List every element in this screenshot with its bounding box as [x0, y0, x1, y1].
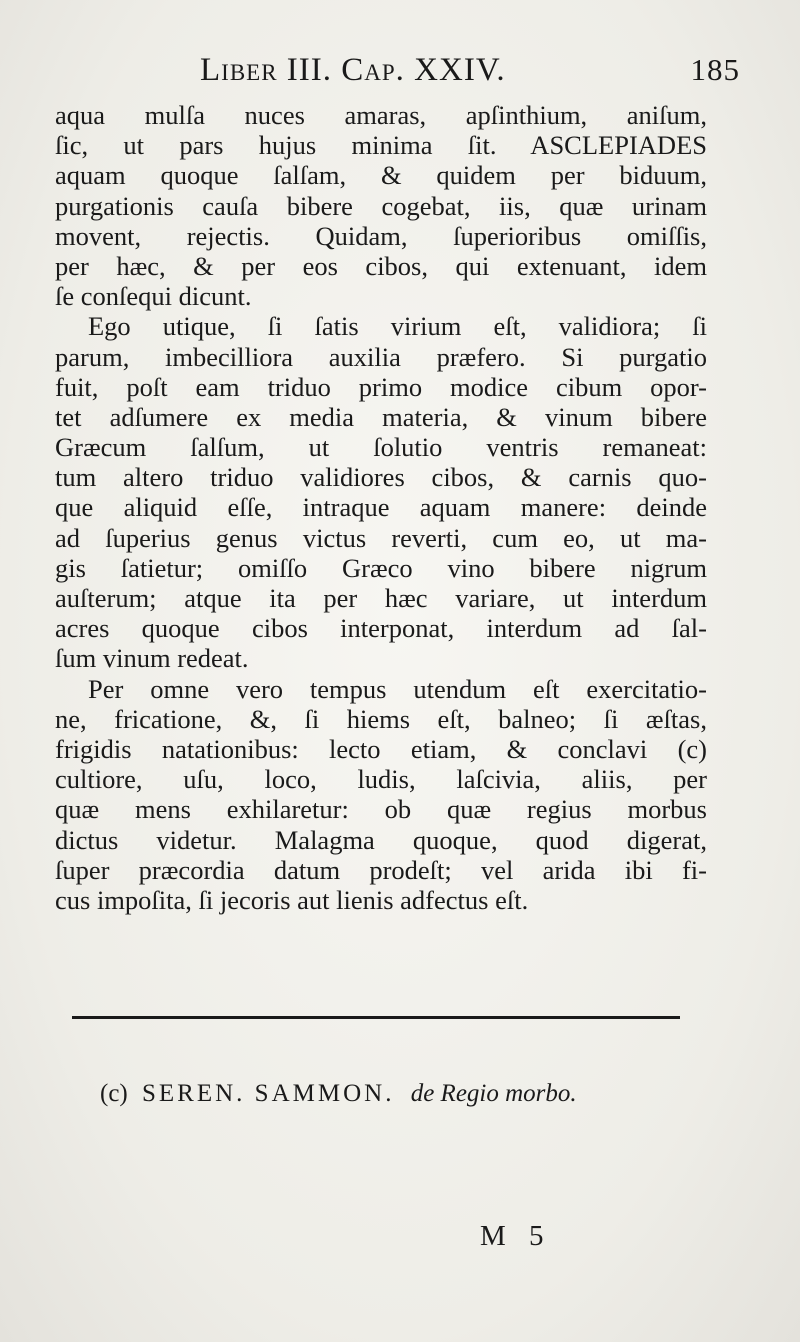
- text-line: que aliquid eſſe, intraque aquam manere: deinde: [55, 492, 707, 523]
- body-text: [55, 100, 707, 915]
- text-line: ſic, ut pars hujus minima ſit. ASCLEPIADES: [55, 130, 707, 161]
- text-line: movent, rejectis. Quidam, ſuperioribus omiſſis,: [55, 220, 707, 251]
- text-line: purgationis cauſa bibere cogebat, iis, quæ urinam: [55, 190, 707, 221]
- text-line: quæ mens exhilaretur: ob quæ regius morbus: [55, 794, 707, 825]
- text-line: Græcum ſalſum, ut ſolutio ventris remaneat:: [55, 432, 707, 463]
- text-line: frigidis natationibus: lecto etiam, & conclavi (c): [55, 733, 707, 764]
- footnote-author: SEREN. SAMMON.: [142, 1080, 395, 1107]
- text-line: dictus videtur. Malagma quoque, quod digerat,: [55, 824, 707, 855]
- text-line: ſuper præcordia datum prodeſt; vel arida ibi fi-: [55, 854, 707, 885]
- text-line: Per omne vero tempus utendum eſt exercitatio-: [88, 673, 707, 704]
- footnote-mark: (c): [100, 1080, 128, 1107]
- text-line: cus impoſita, ſi jecoris aut lienis adfectus eſt.: [55, 884, 529, 915]
- text-line: fuit, poſt eam triduo primo modice cibum opor-: [55, 371, 707, 402]
- page-number: 185: [690, 52, 740, 87]
- text-line: auſterum; atque ita per hæc variare, ut interdum: [55, 583, 707, 613]
- text-line: ſe conſequi dicunt.: [55, 281, 252, 312]
- text-line: Ego utique, ſi ſatis virium eſt, validiora; ſi: [88, 311, 707, 342]
- text-line: ne, fricatione, &, ſi hiems eſt, balneo; ſi æſtas,: [55, 703, 707, 734]
- text-line: aquam quoque ſalſam, & quidem per biduum,: [55, 160, 707, 191]
- text-line: parum, imbecilliora auxilia præfero. Si purgatio: [55, 341, 707, 372]
- text-line: per hæc, & per eos cibos, qui extenuant, idem: [55, 250, 707, 281]
- footnote-divider: [72, 1016, 680, 1019]
- signature-mark: M 5: [480, 1220, 552, 1252]
- text-line: aqua mulſa nuces amaras, apſinthium, aniſum,: [55, 100, 707, 130]
- footnote-title: de Regio morbo.: [410, 1080, 577, 1107]
- footnote: [100, 1078, 720, 1110]
- text-line: gis ſatietur; omiſſo Græco vino bibere nigrum: [55, 552, 707, 583]
- text-line: cultiore, uſu, loco, ludis, laſcivia, aliis, per: [55, 764, 707, 795]
- page-header: [200, 52, 740, 96]
- text-line: ad ſuperius genus victus reverti, cum eo, ut ma-: [55, 522, 707, 553]
- text-line: tet adſumere ex media materia, & vinum bibere: [55, 401, 707, 432]
- text-line: acres quoque cibos interponat, interdum ad ſal-: [55, 613, 707, 644]
- text-line: ſum vinum redeat.: [55, 643, 249, 674]
- running-head: Liber III. Cap. XXIV.: [200, 52, 506, 88]
- text-line: tum altero triduo validiores cibos, & carnis quo-: [55, 462, 707, 493]
